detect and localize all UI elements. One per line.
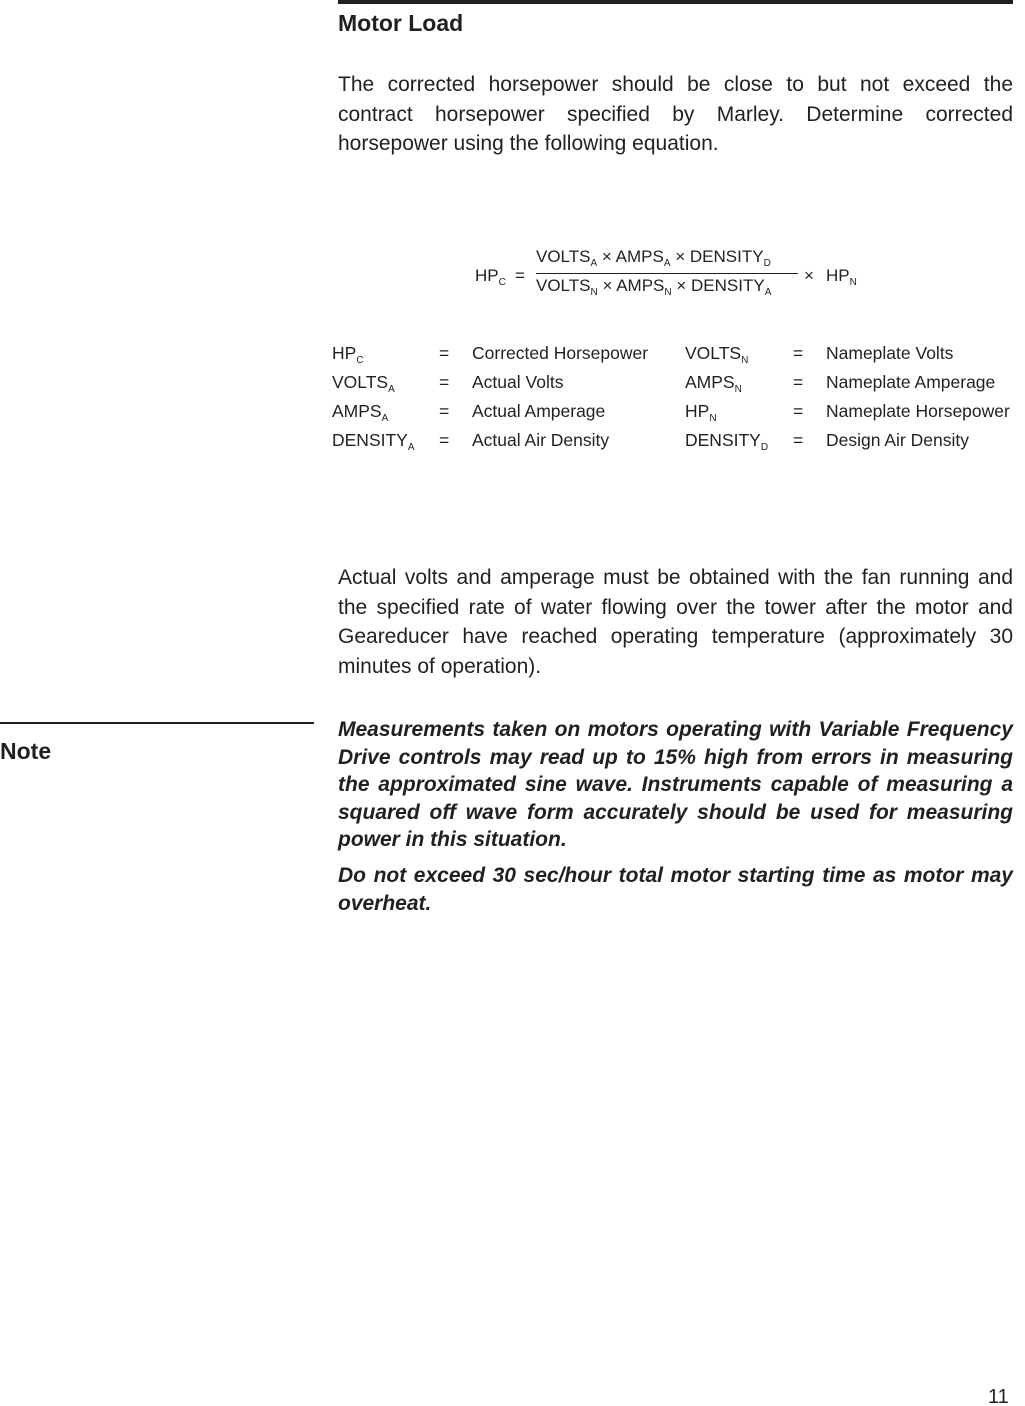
section-top-rule <box>338 0 1013 4</box>
note-label: Note <box>0 738 52 764</box>
definition-description: Nameplate Amperage <box>826 372 996 392</box>
numerator-term: VOLTS <box>536 247 591 266</box>
definition-symbol: $AMPS_N$ <box>685 372 742 395</box>
equation-lhs-term: HP <box>475 266 499 285</box>
definition-equals: = <box>793 430 804 450</box>
definition-description: Actual Volts <box>472 372 564 392</box>
definition-description: Actual Amperage <box>472 401 606 421</box>
note-rule <box>0 722 314 724</box>
equation-rhs-sub: N <box>849 277 857 288</box>
definition-equals: = <box>793 343 804 363</box>
equation-lhs-sub: C <box>498 277 506 288</box>
equation-denominator <box>536 277 771 298</box>
numerator-sub: A <box>663 258 671 269</box>
times-sign: × <box>675 247 686 266</box>
definition-description: Nameplate Horsepower <box>826 401 1010 421</box>
definition-symbol: $HP_C$ <box>332 343 364 366</box>
equation-rhs-term: HP <box>826 266 850 285</box>
denominator-term: VOLTS <box>536 276 591 295</box>
numerator-sub: D <box>763 258 771 269</box>
denominator-term: AMPS <box>616 276 665 295</box>
denominator-term: DENSITY <box>691 276 765 295</box>
definition-equals: = <box>439 372 450 392</box>
section-title: Motor Load <box>338 10 464 36</box>
definition-equals: = <box>439 401 450 421</box>
numerator-term: AMPS <box>615 247 664 266</box>
definition-symbol: $VOLTS_N$ <box>685 343 749 366</box>
definition-symbol: $HP_N$ <box>685 401 717 424</box>
numerator-term: DENSITY <box>689 247 764 266</box>
definition-description: Actual Air Density <box>472 430 610 450</box>
equation-numerator <box>536 248 771 269</box>
times-sign: × <box>676 276 687 295</box>
intro-paragraph: The corrected horsepower should be close to but not exceed the contract horsepower specified by Marley. Determine corrected horsepower using the following equation. <box>338 73 1013 155</box>
definition-symbol: $DENSITY_D$ <box>685 430 769 453</box>
definition-description: Design Air Density <box>826 430 969 450</box>
note-text-vfd: Measurements taken on motors operating with Variable Frequency Drive controls may read up to 15% high from errors in measuring the approximated sine wave. Instruments capable of measuring a squared off wave form accurately should be used for measuring power in this situation. <box>338 718 1013 851</box>
times-sign: × <box>804 266 814 285</box>
note-text-starting-time: Do not exceed 30 sec/hour total motor starting time as motor may overheat. <box>338 864 1013 915</box>
definition-equals: = <box>793 372 804 392</box>
denominator-sub: N <box>590 287 598 298</box>
definition-description: Nameplate Volts <box>826 343 954 363</box>
equation-equals: = <box>515 266 525 285</box>
definition-symbol: $DENSITY_A$ <box>332 430 415 453</box>
times-sign: × <box>601 247 612 266</box>
numerator-sub: A <box>590 258 598 269</box>
definition-symbol: $AMPS_A$ <box>332 401 389 424</box>
definition-equals: = <box>793 401 804 421</box>
denominator-sub: A <box>764 287 772 298</box>
equation-rhs <box>826 267 857 288</box>
equation-lhs <box>475 267 506 288</box>
definition-equals: = <box>439 343 450 363</box>
definition-equals: = <box>439 430 450 450</box>
page-number: 11 <box>988 1386 1009 1406</box>
definition-description: Corrected Horsepower <box>472 343 649 363</box>
fraction-bar <box>536 273 798 274</box>
denominator-sub: N <box>664 287 672 298</box>
definition-symbol: $VOLTS_A$ <box>332 372 395 395</box>
operating-paragraph: Actual volts and amperage must be obtained with the fan running and the specified rate of water flowing over the tower after the motor and Geareducer have reached operating temperature (approximately 30 minutes of operation). <box>338 566 1013 678</box>
times-sign: × <box>602 276 613 295</box>
